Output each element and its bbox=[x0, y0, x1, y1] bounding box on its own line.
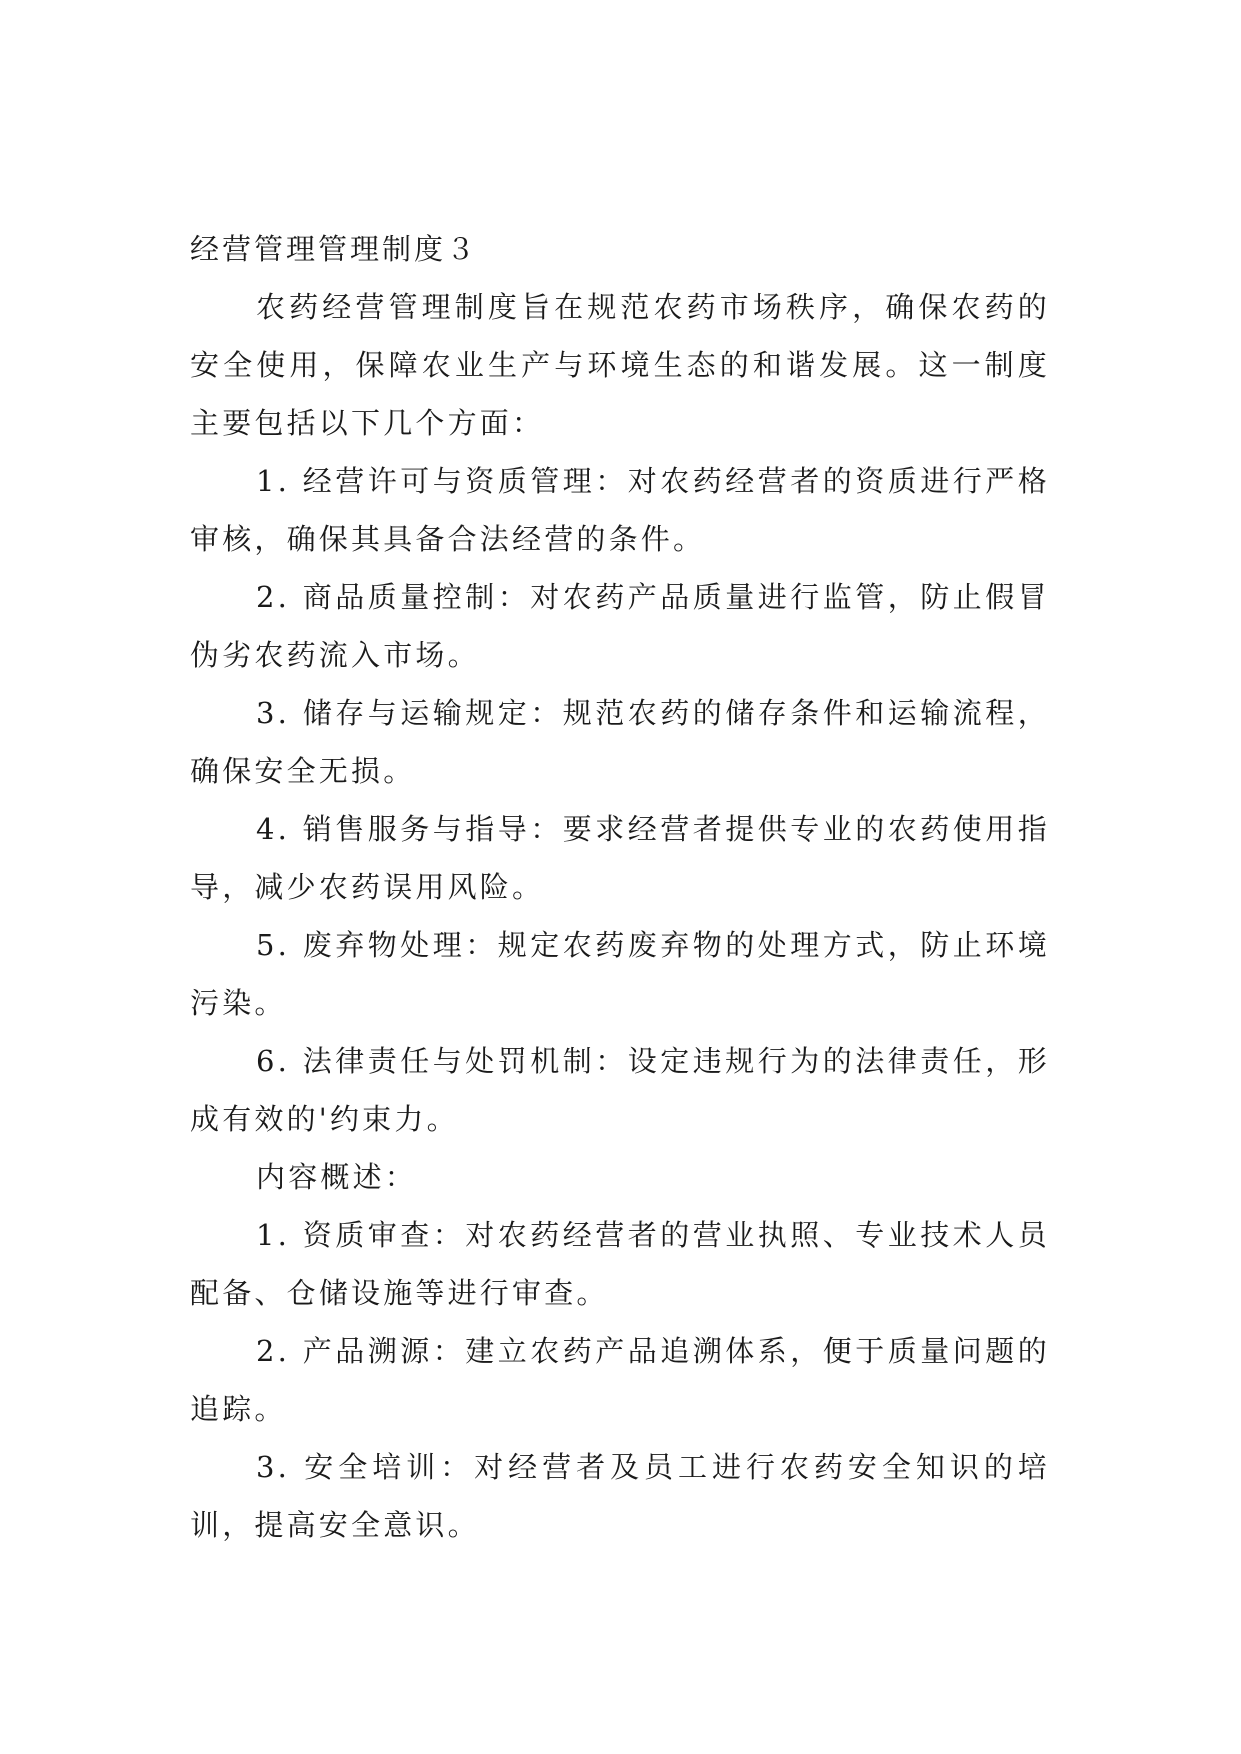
summary-item-1: 1. 资质审查：对农药经营者的营业执照、专业技术人员配备、仓储设施等进行审查。 bbox=[190, 1218, 1050, 1310]
summary-item-3: 3. 安全培训：对经营者及员工进行农药安全知识的培训，提高安全意识。 bbox=[190, 1450, 1050, 1542]
summary-heading: 内容概述： bbox=[256, 1160, 418, 1194]
document-title: 经营管理管理制度３ bbox=[190, 232, 479, 266]
aspect-item-6: 6. 法律责任与处罚机制：设定违规行为的法律责任，形成有效的'约束力。 bbox=[190, 1044, 1050, 1136]
intro-paragraph: 农药经营管理制度旨在规范农药市场秩序，确保农药的安全使用，保障农业生产与环境生态的和谐发展。这一制度主要包括以下几个方面： bbox=[190, 290, 1050, 440]
aspect-item-4: 4. 销售服务与指导：要求经营者提供专业的农药使用指导，减少农药误用风险。 bbox=[190, 812, 1050, 904]
summary-item-2: 2. 产品溯源：建立农药产品追溯体系，便于质量问题的追踪。 bbox=[190, 1334, 1050, 1426]
aspect-item-1: 1. 经营许可与资质管理：对农药经营者的资质进行严格审核，确保其具备合法经营的条件。 bbox=[190, 464, 1050, 556]
aspect-item-2: 2. 商品质量控制：对农药产品质量进行监管，防止假冒伪劣农药流入市场。 bbox=[190, 580, 1050, 672]
aspect-item-5: 5. 废弃物处理：规定农药废弃物的处理方式，防止环境污染。 bbox=[190, 928, 1050, 1020]
document-body bbox=[190, 220, 1050, 1554]
aspect-item-3: 3. 储存与运输规定：规范农药的储存条件和运输流程，确保安全无损。 bbox=[190, 696, 1050, 788]
